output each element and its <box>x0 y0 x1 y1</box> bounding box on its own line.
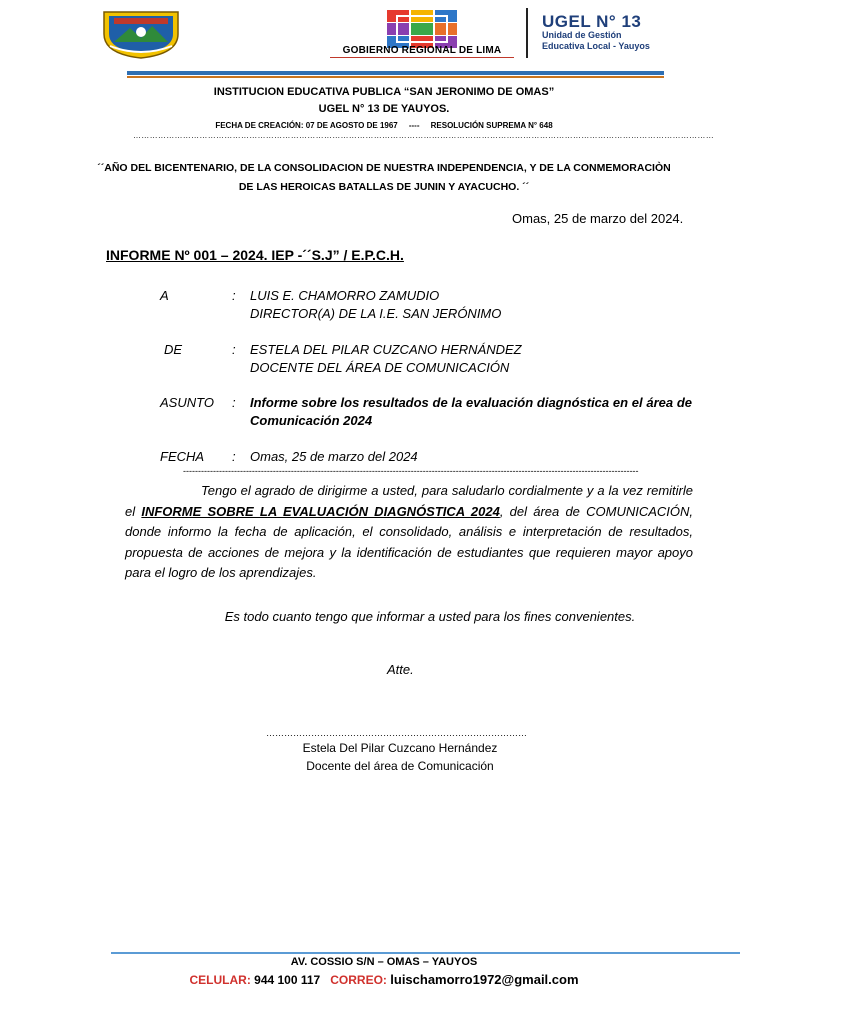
year-motto-line-2: DE LAS HEROICAS BATALLAS DE JUNIN Y AYACUCHO. ´´ <box>238 181 530 193</box>
body-paragraph <box>125 481 693 584</box>
ugel-subtitle-1: Unidad de Gestión <box>542 30 622 40</box>
from-name: ESTELA DEL PILAR CUZCANO HERNÁNDEZ <box>250 342 522 357</box>
date-value: Omas, 25 de marzo del 2024 <box>250 449 418 464</box>
institution-ugel: UGEL N° 13 DE YAUYOS. <box>318 103 450 115</box>
gobierno-regional-logo <box>387 10 459 48</box>
to-label: A <box>160 288 169 303</box>
to-name: LUIS E. CHAMORRO ZAMUDIO <box>250 288 440 303</box>
gov-name-underline <box>330 57 514 58</box>
signature-name: Estela Del Pilar Cuzcano Hernández <box>302 741 498 755</box>
from-role: DOCENTE DEL ÁREA DE COMUNICACIÓN <box>250 360 510 375</box>
institution-name: INSTITUCION EDUCATIVA PUBLICA “SAN JERONIMO DE OMAS” <box>213 86 555 98</box>
ugel-divider <box>526 8 528 58</box>
ugel-subtitle-2: Educativa Local - Yauyos <box>542 41 650 51</box>
from-colon: : <box>232 342 236 357</box>
email-label: CORREO: <box>330 973 387 987</box>
school-shield-emblem <box>100 8 182 60</box>
body-text-part-2: , del área de COMUNICACIÓN, donde informo la fecha de aplicación, el consolidado, análisis e interpretación de resultados, propuesta de acciones de mejora y la identificación de estudiantes que requieren mayor apoyo para el logro de los aprendizajes. <box>125 503 694 580</box>
dashed-separator: -------------------------------------------------------------------------------------------------------------------------------------------------------- <box>183 466 639 476</box>
header-rule-blue <box>127 71 664 75</box>
to-colon: : <box>232 288 236 303</box>
document-date: Omas, 25 de marzo del 2024. <box>512 211 684 226</box>
ugel-title: UGEL N° 13 <box>542 12 642 31</box>
closing-sentence: Es todo cuanto tengo que informar a usted para los fines convenientes. <box>224 609 636 624</box>
subject-line-1: Informe sobre los resultados de la evaluación diagnóstica en el área de <box>250 395 692 410</box>
year-motto-line-1: ´´AÑO DEL BICENTENARIO, DE LA CONSOLIDACION DE NUESTRA INDEPENDENCIA, Y DE LA CONMEMORACIÒN <box>97 162 671 174</box>
phone-number: 944 100 117 <box>254 973 321 987</box>
to-role: DIRECTOR(A) DE LA I.E. SAN JERÓNIMO <box>250 306 502 321</box>
body-emphasis: INFORME SOBRE LA EVALUACIÓN DIAGNÓSTICA 2024 <box>141 503 500 519</box>
email-address: luischamorro1972@gmail.com <box>390 972 579 987</box>
body-text-part-1: Tengo el agrado de dirigirme a usted, para saludarlo cordialmente y a la vez remitirle el <box>125 483 693 519</box>
institution-meta: FECHA DE CREACIÓN: 07 DE AGOSTO DE 1967 ---- RESOLUCIÓN SUPREMA N° 648 <box>215 121 553 130</box>
subject-colon: : <box>232 395 236 410</box>
report-title: INFORME Nº 001 – 2024. IEP -´´S.J” / E.P.C.H. <box>106 247 404 263</box>
header-rule-orange <box>127 76 664 78</box>
gov-name: GOBIERNO REGIONAL DE LIMA <box>342 45 502 56</box>
date-colon: : <box>232 449 236 464</box>
from-label: DE <box>164 342 183 357</box>
dotted-separator: ………………………………………………………………………………………………………………………………………………………………………………………… <box>133 131 714 140</box>
subject-line-2: Comunicación 2024 <box>250 413 373 428</box>
phone-label: CELULAR: <box>189 973 251 987</box>
footer-address: AV. COSSIO S/N – OMAS – YAUYOS <box>290 956 478 968</box>
signature-line: …………………………………………………………………………… <box>266 728 527 738</box>
footer-contact <box>0 972 768 987</box>
signature-role: Docente del área de Comunicación <box>306 759 494 773</box>
date-label: FECHA <box>160 449 205 464</box>
atte: Atte. <box>387 662 414 677</box>
footer-rule <box>111 952 740 954</box>
subject-label: ASUNTO <box>160 395 214 410</box>
